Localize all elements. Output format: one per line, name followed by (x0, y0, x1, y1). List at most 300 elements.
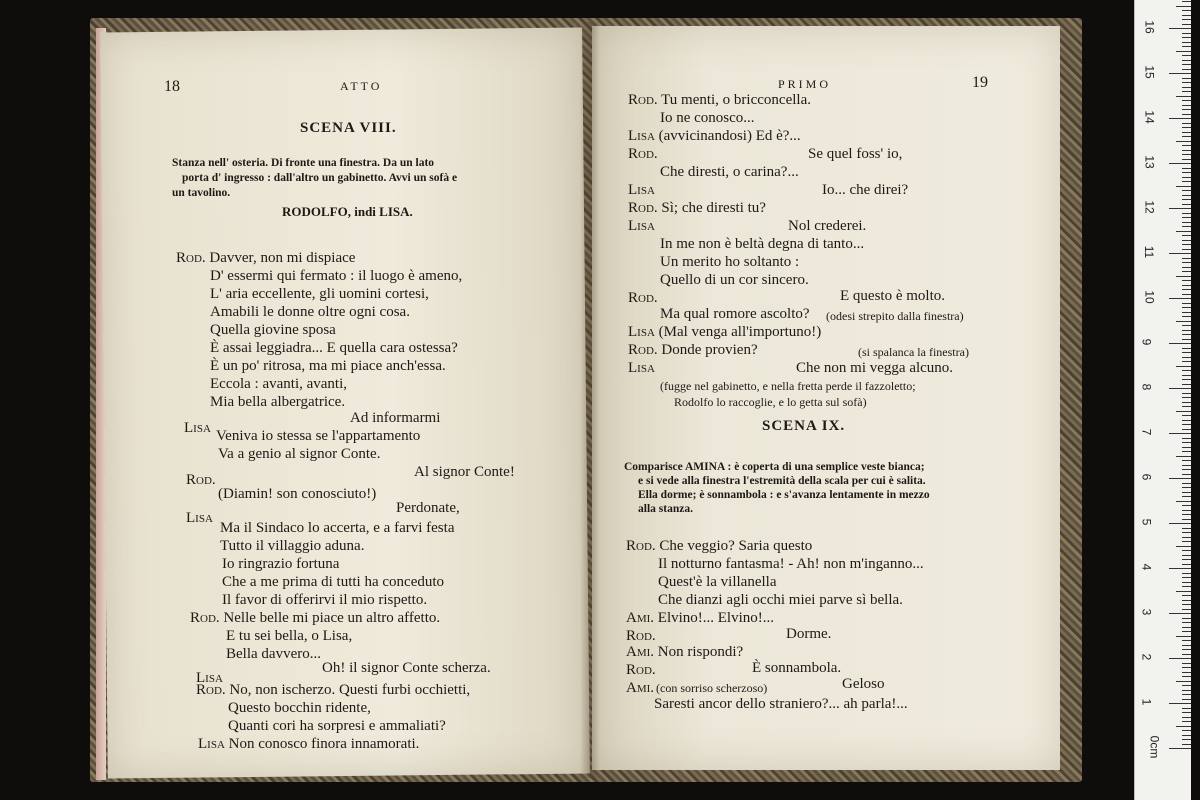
ruler-tick (1182, 240, 1191, 241)
ruler-tick (1182, 249, 1191, 250)
ruler-tick (1182, 397, 1191, 398)
ruler-tick (1182, 357, 1191, 358)
verse-text: Ad informarmi (350, 410, 441, 426)
ruler-tick (1182, 654, 1191, 655)
stage-note-text: (fugge nel gabinetto, e nella fretta perde il fazzoletto; (660, 379, 916, 393)
stage-note (826, 308, 964, 325)
speaker-name: Ami. (626, 610, 655, 626)
verse-line (220, 520, 454, 537)
ruler-tick (1182, 109, 1191, 110)
speaker-name: Ami. (626, 680, 655, 696)
verse-line (628, 290, 658, 307)
verse-line (796, 360, 953, 377)
verse-line (628, 146, 658, 163)
verse-line (396, 500, 460, 517)
measuring-ruler (1134, 0, 1191, 800)
ruler-tick (1182, 24, 1191, 25)
ruler-label: 15 (1142, 65, 1157, 79)
ruler-tick (1182, 735, 1191, 736)
ruler-tick (1182, 114, 1191, 115)
ruler-tick (1182, 37, 1191, 38)
ruler-tick (1182, 69, 1191, 70)
ruler-tick (1176, 366, 1191, 367)
speaker-name: Lisa (198, 736, 225, 752)
speaker-name: Ami. (626, 644, 655, 660)
ruler-tick (1169, 658, 1191, 659)
verse-text: Nol crederei. (788, 218, 867, 234)
ruler-label: 11 (1142, 245, 1157, 259)
ruler-tick (1182, 370, 1191, 371)
verse-text: Non rispondi? (657, 644, 744, 660)
verse-line (210, 376, 347, 393)
ruler-label: 12 (1142, 200, 1157, 214)
ruler-tick (1182, 451, 1191, 452)
ruler-tick (1182, 15, 1191, 16)
ruler-tick (1182, 582, 1191, 583)
ruler-tick (1182, 339, 1191, 340)
ruler-tick (1182, 316, 1191, 317)
ruler-tick (1176, 546, 1191, 547)
verse-line (216, 428, 420, 445)
verse-line (222, 574, 444, 591)
speaker-name: Rod. (626, 662, 656, 678)
ruler-label: 0cm (1147, 735, 1162, 759)
speaker-name: Rod. (628, 200, 658, 216)
verse-text: Donde provien? (661, 342, 758, 358)
ruler-tick (1176, 96, 1191, 97)
verse-text: Geloso (842, 676, 885, 692)
ruler-tick (1182, 150, 1191, 151)
verse-line (660, 110, 755, 127)
speaker-name: Rod. (190, 610, 220, 626)
ruler-tick (1182, 132, 1191, 133)
ruler-tick (1182, 699, 1191, 700)
verse-text: Quanti cori ha sorpresi e ammaliati? (228, 718, 446, 734)
verse-text: Quello di un cor sincero. (660, 272, 809, 288)
ruler-tick (1182, 541, 1191, 542)
verse-line (660, 236, 864, 253)
ruler-tick (1169, 208, 1191, 209)
verse-line (626, 610, 774, 627)
ruler-tick (1182, 1, 1191, 2)
speaker-name: Rod. (626, 628, 656, 644)
verse-line (414, 464, 515, 481)
verse-text: Sì; che diresti tu? (661, 200, 766, 216)
ruler-tick (1182, 352, 1191, 353)
stage-direction-line: alla stanza. (638, 503, 693, 515)
verse-text: (avvicinandosi) Ed è?... (658, 128, 801, 144)
ruler-tick (1182, 154, 1191, 155)
speaker-name: Rod. (628, 92, 658, 108)
ruler-tick (1176, 636, 1191, 637)
verse-line (226, 646, 321, 663)
ruler-tick (1182, 690, 1191, 691)
ruler-tick (1182, 127, 1191, 128)
ruler-tick (1182, 487, 1191, 488)
verse-text: (Mal venga all'importuno!) (658, 324, 822, 340)
verse-text: Elvino!... Elvino!... (657, 610, 775, 626)
ruler-tick (1182, 618, 1191, 619)
verse-text: Perdonate, (396, 500, 460, 516)
ruler-tick (1182, 303, 1191, 304)
verse-text: Che diresti, o carina?... (660, 164, 799, 180)
ruler-tick (1182, 82, 1191, 83)
verse-line (626, 538, 812, 555)
ruler-tick (1182, 87, 1191, 88)
ruler-tick (1182, 33, 1191, 34)
stage-direction-line: un tavolino. (172, 187, 231, 199)
verse-line (218, 486, 376, 503)
ruler-tick (1169, 163, 1191, 164)
verse-line (228, 718, 446, 735)
ruler-tick (1182, 42, 1191, 43)
page-number-right: 19 (972, 74, 988, 91)
stage-note-text: (si spalanca la finestra) (858, 345, 969, 359)
ruler-tick (1182, 262, 1191, 263)
ruler-tick (1182, 420, 1191, 421)
speaker-name: Rod. (176, 250, 206, 266)
ruler-tick (1182, 438, 1191, 439)
ruler-tick (1182, 19, 1191, 20)
ruler-tick (1182, 640, 1191, 641)
ruler-tick (1182, 415, 1191, 416)
ruler-tick (1182, 217, 1191, 218)
ruler-tick (1182, 136, 1191, 137)
ruler-tick (1182, 64, 1191, 65)
stage-direction-line: e si vede alla finestra l'estremità della scala per cui è salita. (638, 475, 926, 487)
page-number-left: 18 (164, 78, 180, 95)
verse-line (660, 272, 809, 289)
verse-text: Io... che direi? (822, 182, 909, 198)
ruler-tick (1182, 672, 1191, 673)
ruler-tick (1182, 577, 1191, 578)
verse-text: (Diamin! son conosciuto!) (218, 486, 377, 502)
ruler-tick (1182, 199, 1191, 200)
ruler-tick (1169, 568, 1191, 569)
verse-line (628, 92, 811, 109)
ruler-tick (1182, 280, 1191, 281)
verse-line (186, 510, 213, 527)
verse-text: Che a me prima di tutti ha conceduto (222, 574, 445, 590)
ruler-tick (1182, 289, 1191, 290)
verse-line (322, 660, 491, 677)
verse-line (658, 556, 924, 573)
verse-text: Che non mi vegga alcuno. (796, 360, 954, 376)
verse-line (186, 472, 216, 489)
ruler-tick (1169, 118, 1191, 119)
ruler-tick (1182, 46, 1191, 47)
ruler-tick (1182, 627, 1191, 628)
ruler-tick (1182, 573, 1191, 574)
ruler-tick (1182, 213, 1191, 214)
ruler-tick (1182, 145, 1191, 146)
ruler-tick (1182, 721, 1191, 722)
ruler-tick (1182, 379, 1191, 380)
ruler-tick (1182, 550, 1191, 551)
verse-text: È un po' ritrosa, ma mi piace anch'essa. (210, 358, 446, 374)
ruler-tick (1176, 186, 1191, 187)
verse-line (218, 446, 380, 463)
ruler-tick (1182, 505, 1191, 506)
ruler-tick (1182, 537, 1191, 538)
ruler-label: 6 (1139, 473, 1154, 481)
ruler-tick (1176, 726, 1191, 727)
ruler-tick (1182, 717, 1191, 718)
verse-text: Tutto il villaggio aduna. (220, 538, 365, 554)
verse-text: Mia bella albergatrice. (210, 394, 346, 410)
verse-line (626, 662, 656, 679)
verse-line (842, 676, 885, 693)
ruler-tick (1182, 105, 1191, 106)
ruler-tick (1176, 6, 1191, 7)
ruler-label: 16 (1142, 20, 1157, 34)
stage-note-text: Rodolfo lo raccoglie, e lo getta sul sofà) (674, 395, 867, 409)
verse-text: Va a genio al signor Conte. (218, 446, 381, 462)
ruler-tick (1182, 177, 1191, 178)
stage-note-text: (con sorriso scherzoso) (656, 681, 768, 695)
verse-text: L' aria eccellente, gli uomini cortesi, (210, 286, 429, 302)
verse-line (752, 660, 841, 677)
verse-text: Che dianzi agli occhi miei parve sì bella. (658, 592, 903, 608)
ruler-tick (1182, 226, 1191, 227)
verse-line (222, 556, 339, 573)
verse-text: Quest'è la villanella (658, 574, 777, 590)
stage-note (656, 680, 767, 697)
speaker-name: Lisa (196, 670, 223, 686)
speaker-name: Lisa (628, 182, 655, 198)
verse-line (786, 626, 831, 643)
ruler-tick (1182, 442, 1191, 443)
ruler-tick (1182, 159, 1191, 160)
ruler-tick (1182, 100, 1191, 101)
ruler-tick (1182, 330, 1191, 331)
ruler-tick (1182, 267, 1191, 268)
verse-text: Che veggio? Saria questo (659, 538, 813, 554)
ruler-tick (1182, 586, 1191, 587)
verse-line (628, 128, 801, 145)
ruler-tick (1176, 51, 1191, 52)
verse-line (626, 644, 743, 661)
verse-line (628, 360, 655, 377)
speaker-name: Lisa (628, 324, 655, 340)
ruler-tick (1182, 258, 1191, 259)
verse-text: Bella davvero... (226, 646, 321, 662)
verse-text: Io ringrazio fortuna (222, 556, 340, 572)
stage-note (674, 394, 867, 411)
ruler-tick (1182, 739, 1191, 740)
speaker-name: Lisa (628, 128, 655, 144)
speaker-name: Rod. (196, 682, 226, 698)
ruler-tick (1182, 334, 1191, 335)
ruler-tick (1182, 244, 1191, 245)
ruler-tick (1169, 253, 1191, 254)
ruler-tick (1182, 492, 1191, 493)
ruler-tick (1182, 559, 1191, 560)
verse-line (210, 358, 446, 375)
verse-text: Al signor Conte! (414, 464, 515, 480)
verse-line (626, 628, 656, 645)
ruler-tick (1182, 222, 1191, 223)
scene-title-right: SCENA IX. (762, 418, 846, 434)
ruler-label: 3 (1139, 608, 1154, 616)
ruler-tick (1182, 483, 1191, 484)
ruler-tick (1182, 123, 1191, 124)
verse-text: Nelle belle mi piace un altro affetto. (223, 610, 441, 626)
book-spine (580, 22, 600, 778)
ruler-tick (1182, 496, 1191, 497)
speaker-name: Lisa (628, 218, 655, 234)
verse-text: Il notturno fantasma! - Ah! non m'inganno... (658, 556, 924, 572)
verse-text: Saresti ancor dello straniero?... ah parla!... (654, 696, 908, 712)
ruler-tick (1182, 730, 1191, 731)
ruler-label: 10 (1142, 290, 1157, 304)
verse-text: E tu sei bella, o Lisa, (226, 628, 353, 644)
verse-text: Dorme. (786, 626, 832, 642)
verse-line (660, 254, 799, 271)
ruler-label: 9 (1139, 338, 1154, 346)
ruler-tick (1182, 181, 1191, 182)
ruler-tick (1182, 645, 1191, 646)
ruler-tick (1182, 510, 1191, 511)
ruler-tick (1182, 595, 1191, 596)
stage-direction-line: Comparisce AMINA : è coperta di una semplice veste bianca; (624, 461, 925, 473)
ruler-tick (1182, 312, 1191, 313)
ruler-tick (1182, 375, 1191, 376)
speaker-name: Lisa (184, 420, 211, 436)
speaker-name: Rod. (628, 146, 658, 162)
ruler-tick (1169, 478, 1191, 479)
verse-line (660, 306, 810, 323)
verse-line (660, 164, 799, 181)
ruler-tick (1169, 298, 1191, 299)
ruler-tick (1182, 685, 1191, 686)
ruler-tick (1176, 411, 1191, 412)
ruler-label: 1 (1139, 698, 1154, 706)
ruler-tick (1169, 523, 1191, 524)
verse-text: Il favor di offerirvi il mio rispetto. (222, 592, 428, 608)
ruler-tick (1182, 285, 1191, 286)
scene-title-left: SCENA VIII. (300, 120, 397, 136)
ruler-tick (1182, 60, 1191, 61)
ruler-label: 5 (1139, 518, 1154, 526)
verse-line (628, 218, 655, 235)
speaker-name: Rod. (628, 342, 658, 358)
ruler-tick (1176, 681, 1191, 682)
verse-line (628, 342, 758, 359)
ruler-label: 14 (1142, 110, 1157, 124)
verse-line (840, 288, 945, 305)
ruler-tick (1169, 28, 1191, 29)
ruler-tick (1182, 429, 1191, 430)
verse-line (210, 268, 462, 285)
verse-text: È assai leggiadra... E quella cara ostessa? (210, 340, 458, 356)
ruler-tick (1182, 10, 1191, 11)
verse-text: Eccola : avanti, avanti, (210, 376, 348, 392)
ruler-label: 7 (1139, 428, 1154, 436)
verse-line (210, 322, 336, 339)
ruler-tick (1182, 447, 1191, 448)
stage-note-text: (odesi strepito dalla finestra) (826, 309, 964, 323)
ruler-tick (1182, 694, 1191, 695)
speaker-name: Rod. (626, 538, 656, 554)
ruler-tick (1169, 613, 1191, 614)
verse-line (190, 610, 440, 627)
verse-line (222, 592, 427, 609)
ruler-tick (1182, 424, 1191, 425)
verse-text: Io ne conosco... (660, 110, 755, 126)
verse-line (196, 682, 470, 699)
ruler-tick (1182, 708, 1191, 709)
ruler-tick (1182, 393, 1191, 394)
ruler-tick (1182, 514, 1191, 515)
verse-line (628, 200, 766, 217)
verse-line (210, 304, 410, 321)
ruler-tick (1182, 172, 1191, 173)
ruler-tick (1176, 231, 1191, 232)
speaker-name: Rod. (186, 472, 216, 488)
ruler-tick (1182, 474, 1191, 475)
verse-text: Oh! il signor Conte scherza. (322, 660, 491, 676)
verse-text: In me non è beltà degna di tanto... (660, 236, 865, 252)
ruler-tick (1182, 564, 1191, 565)
verse-line (654, 696, 908, 713)
ruler-tick (1182, 168, 1191, 169)
verse-line (184, 420, 211, 437)
verse-text: E questo è molto. (840, 288, 945, 304)
running-header-left: ATTO (340, 79, 383, 93)
verse-text: Ma qual romore ascolto? (660, 306, 810, 322)
ruler-tick (1182, 384, 1191, 385)
ruler-tick (1182, 402, 1191, 403)
characters-line: RODOLFO, indi LISA. (282, 204, 413, 219)
verse-line (210, 394, 345, 411)
ruler-tick (1182, 294, 1191, 295)
ruler-tick (1176, 276, 1191, 277)
ruler-tick (1182, 528, 1191, 529)
verse-text: Veniva io stessa se l'appartamento (216, 428, 421, 444)
ruler-tick (1182, 460, 1191, 461)
ruler-tick (1169, 748, 1191, 749)
ruler-tick (1176, 591, 1191, 592)
ruler-label: 13 (1142, 155, 1157, 169)
ruler-tick (1182, 604, 1191, 605)
ruler-tick (1182, 676, 1191, 677)
ruler-tick (1182, 271, 1191, 272)
verse-text: Davver, non mi dispiace (209, 250, 356, 266)
ruler-tick (1169, 388, 1191, 389)
verse-text: Quella giovine sposa (210, 322, 336, 338)
ruler-tick (1182, 649, 1191, 650)
stage-note (858, 344, 969, 361)
ruler-tick (1182, 91, 1191, 92)
speaker-name: Lisa (628, 360, 655, 376)
verse-line (226, 628, 352, 645)
ruler-tick (1182, 519, 1191, 520)
stage-direction-line: Ella dorme; è sonnambola : e s'avanza lentamente in mezzo (638, 489, 930, 501)
ruler-tick (1182, 361, 1191, 362)
ruler-tick (1182, 609, 1191, 610)
ruler-tick (1176, 501, 1191, 502)
ruler-tick (1182, 469, 1191, 470)
ruler-tick (1169, 433, 1191, 434)
verse-text: Non conosco finora innamorati. (228, 736, 420, 752)
ruler-tick (1182, 307, 1191, 308)
verse-line (210, 286, 429, 303)
verse-text: È sonnambola. (752, 660, 842, 676)
verse-text: No, non ischerzo. Questi furbi occhietti, (229, 682, 471, 698)
ruler-tick (1182, 712, 1191, 713)
ruler-tick (1182, 406, 1191, 407)
